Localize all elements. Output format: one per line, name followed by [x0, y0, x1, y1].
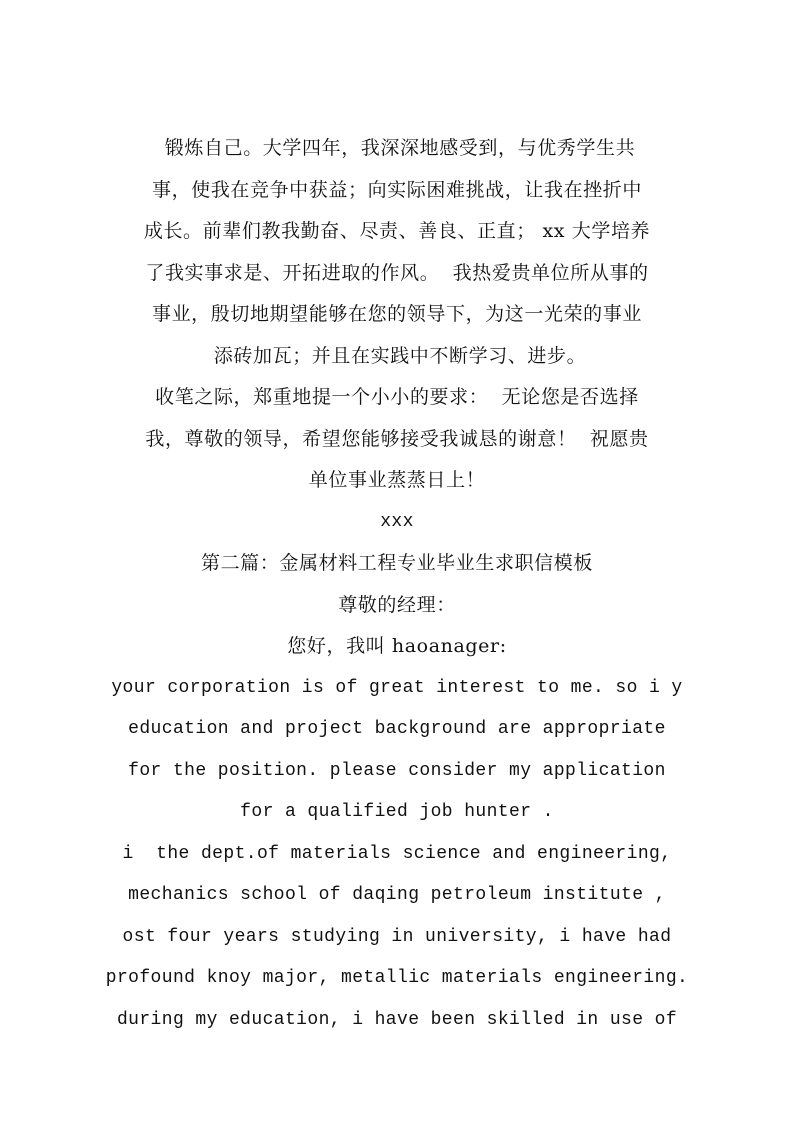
paragraph-line: 事，使我在竞争中获益；向实际困难挑战，让我在挫折中 [151, 178, 642, 201]
paragraph-line: 成长。前辈们教我勤奋、尽责、善良、正直； xx 大学培养 [143, 220, 651, 242]
paragraph-line: 收笔之际，郑重地提一个小小的要求： 无论您是否选择 [155, 386, 639, 408]
english-line: ost four years studying in university, i have had [122, 926, 672, 947]
paragraph-line: 单位事业蒸蒸日上！ [308, 469, 486, 491]
paragraph-line: 添砖加瓦；并且在实践中不断学习、进步。 [213, 344, 587, 367]
paragraph-line: 锻炼自己。大学四年，我深深地感受到，与优秀学生共 [164, 137, 636, 159]
salutation-line: 尊敬的经理： [338, 593, 456, 616]
english-line: during my education, i have been skilled in use of [116, 1009, 678, 1030]
paragraph-line: 了我实事求是、开拓进取的作风。 我热爱贵单位所从事的 [145, 261, 649, 284]
document-page [0, 128, 794, 1041]
english-line: for a qualified job hunter . [240, 802, 554, 822]
greeting-line: 您好，我叫 haoanager: [287, 635, 507, 657]
english-line: education and project background are appropriate [128, 719, 666, 739]
english-line: i the dept.of materials science and engineering, [122, 843, 672, 864]
section-title: 第二篇：金属材料工程专业毕业生求职信模板 [200, 552, 593, 574]
english-line: for the position. please consider my application [128, 760, 666, 781]
english-line: profound knoy major, metallic materials engineering. [105, 968, 689, 988]
paragraph-line: 事业，殷切地期望能够在您的领导下，为这一光荣的事业 [151, 303, 642, 325]
english-line: your corporation is of great interest to me. so i y [111, 677, 683, 698]
english-line: mechanics school of daqing petroleum institute , [128, 885, 666, 905]
paragraph-line: 我，尊敬的领导，希望您能够接受我诚恳的谢意！ 祝愿贵 [145, 427, 649, 450]
signature-line: xxx [380, 511, 414, 532]
